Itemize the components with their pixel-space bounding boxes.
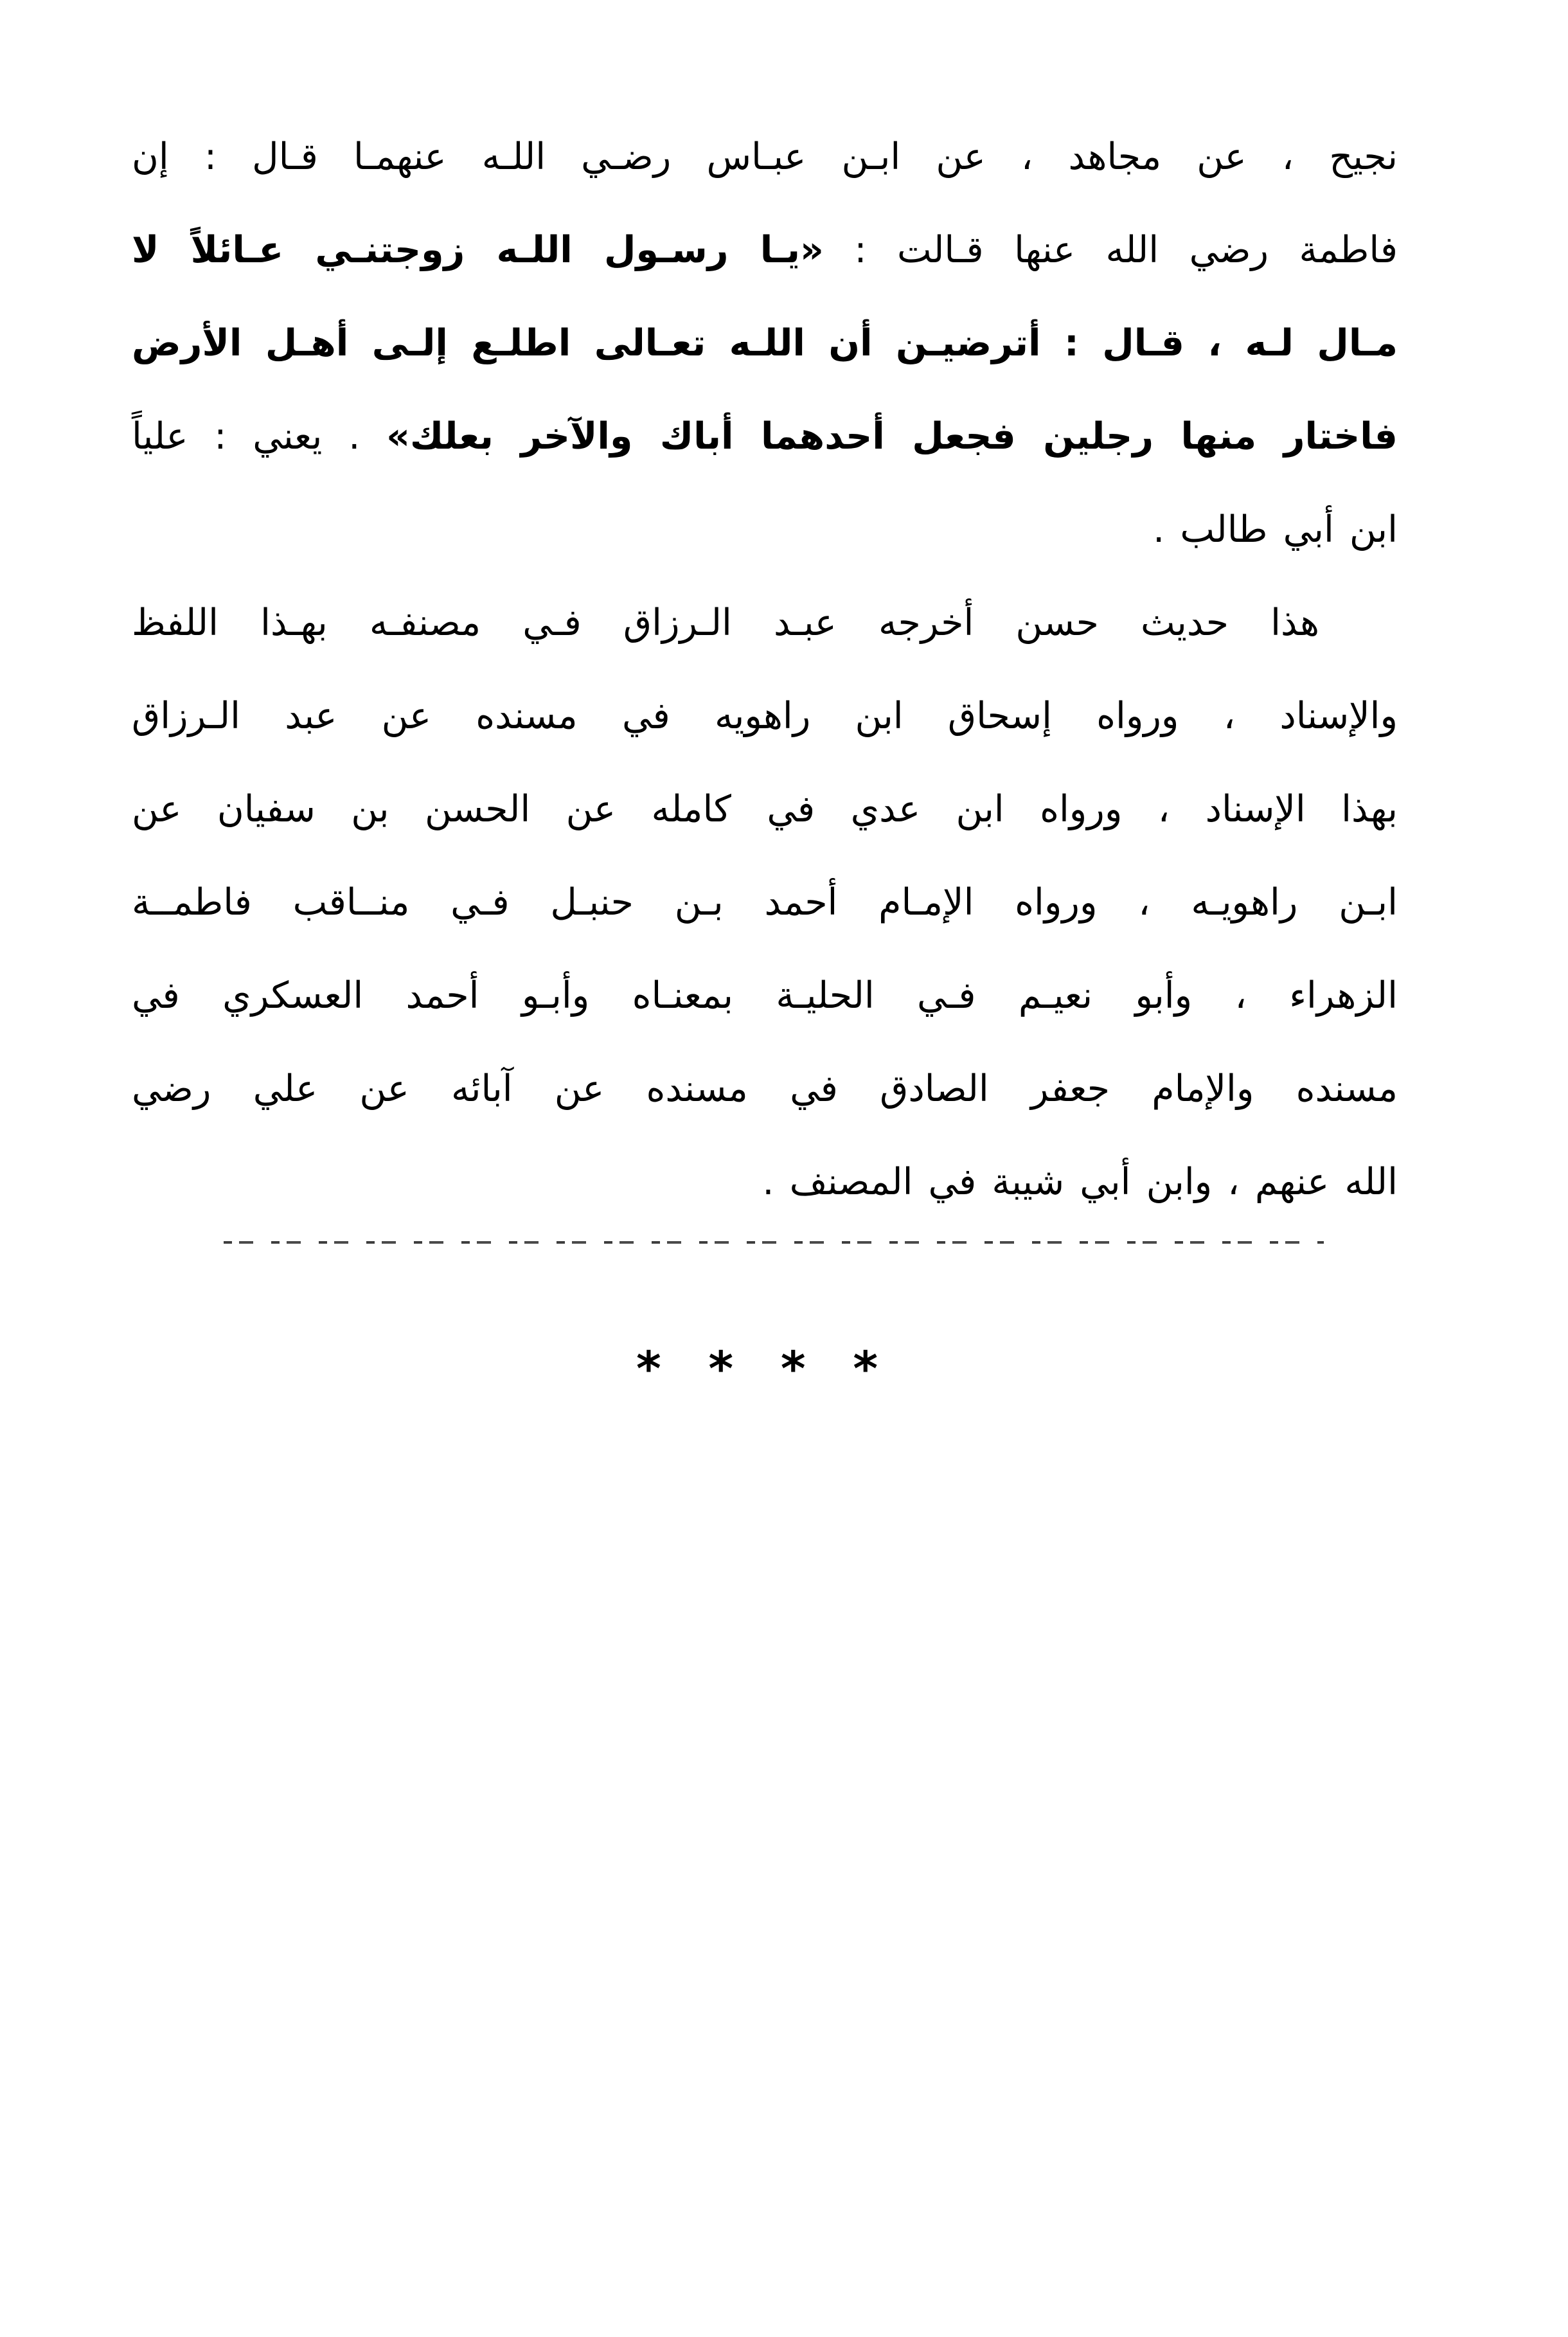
text-line-4 <box>132 390 1398 483</box>
text-line-5 <box>132 483 1398 577</box>
text-segment: بهذا الإسناد ، ورواه ابن عدي في كامله عن الحسن بن سفيان عن <box>132 788 1398 830</box>
text-segment: والإسناد ، ورواه إسحاق ابن راهويه في مسنده عن عبد الـرزاق <box>132 695 1398 737</box>
text-line-11 <box>132 1043 1398 1136</box>
text-segment: ابـن راهويـه ، ورواه الإمـام أحمد بـن حنبـل فـي منــاقب فاطمــة <box>132 881 1398 924</box>
text-segment-bold-quote-open: «يـا رسـول اللـه زوجتنـي عـائلاً لا <box>132 229 824 271</box>
hadith-text-block <box>132 111 1398 1229</box>
text-line-12 <box>132 1136 1398 1229</box>
text-segment: الله عنهم ، وابن أبي شيبة في المصنف . <box>762 1161 1398 1203</box>
text-segment: نجيح ، عن مجاهد ، عن ابـن عبـاس رضـي اللـه عنهمـا قـال : إن <box>132 136 1398 178</box>
text-line-3 <box>132 297 1398 390</box>
text-line-7 <box>132 670 1398 763</box>
text-segment: هذا حديث حسن أخرجه عبـد الـرزاق فـي مصنفـه بهـذا اللفظ <box>132 602 1319 644</box>
text-segment-bold-quote-close: فاختار منها رجلين فجعل أحدهما أباك والآخر بعلك» <box>386 415 1398 458</box>
text-line-1 <box>132 111 1398 204</box>
asterisk-separator <box>0 1340 1549 1398</box>
text-segment: مسنده والإمام جعفر الصادق في مسنده عن آبائه عن علي رضي <box>132 1068 1398 1110</box>
asterisk-row: * * * * <box>636 1341 894 1397</box>
text-segment: الزهراء ، وأبو نعيـم فـي الحليـة بمعنـاه وأبـو أحمد العسكري في <box>132 974 1398 1017</box>
text-line-6-paragraph-start <box>132 577 1398 670</box>
text-line-10 <box>132 949 1398 1043</box>
text-segment: . يعني : علياً <box>132 415 387 458</box>
text-line-2 <box>132 204 1398 297</box>
text-segment-bold: مـال لـه ، قـال : أترضيـن أن اللـه تعـالى اطلـع إلـى أهـل الأرض <box>132 322 1398 364</box>
text-segment: فاطمة رضي الله عنها قـالت : <box>823 229 1398 271</box>
scan-artifact-dashed-line <box>224 1241 1324 1244</box>
text-line-8 <box>132 763 1398 856</box>
text-segment: ابن أبي طالب . <box>1153 508 1398 551</box>
text-line-9 <box>132 856 1398 949</box>
